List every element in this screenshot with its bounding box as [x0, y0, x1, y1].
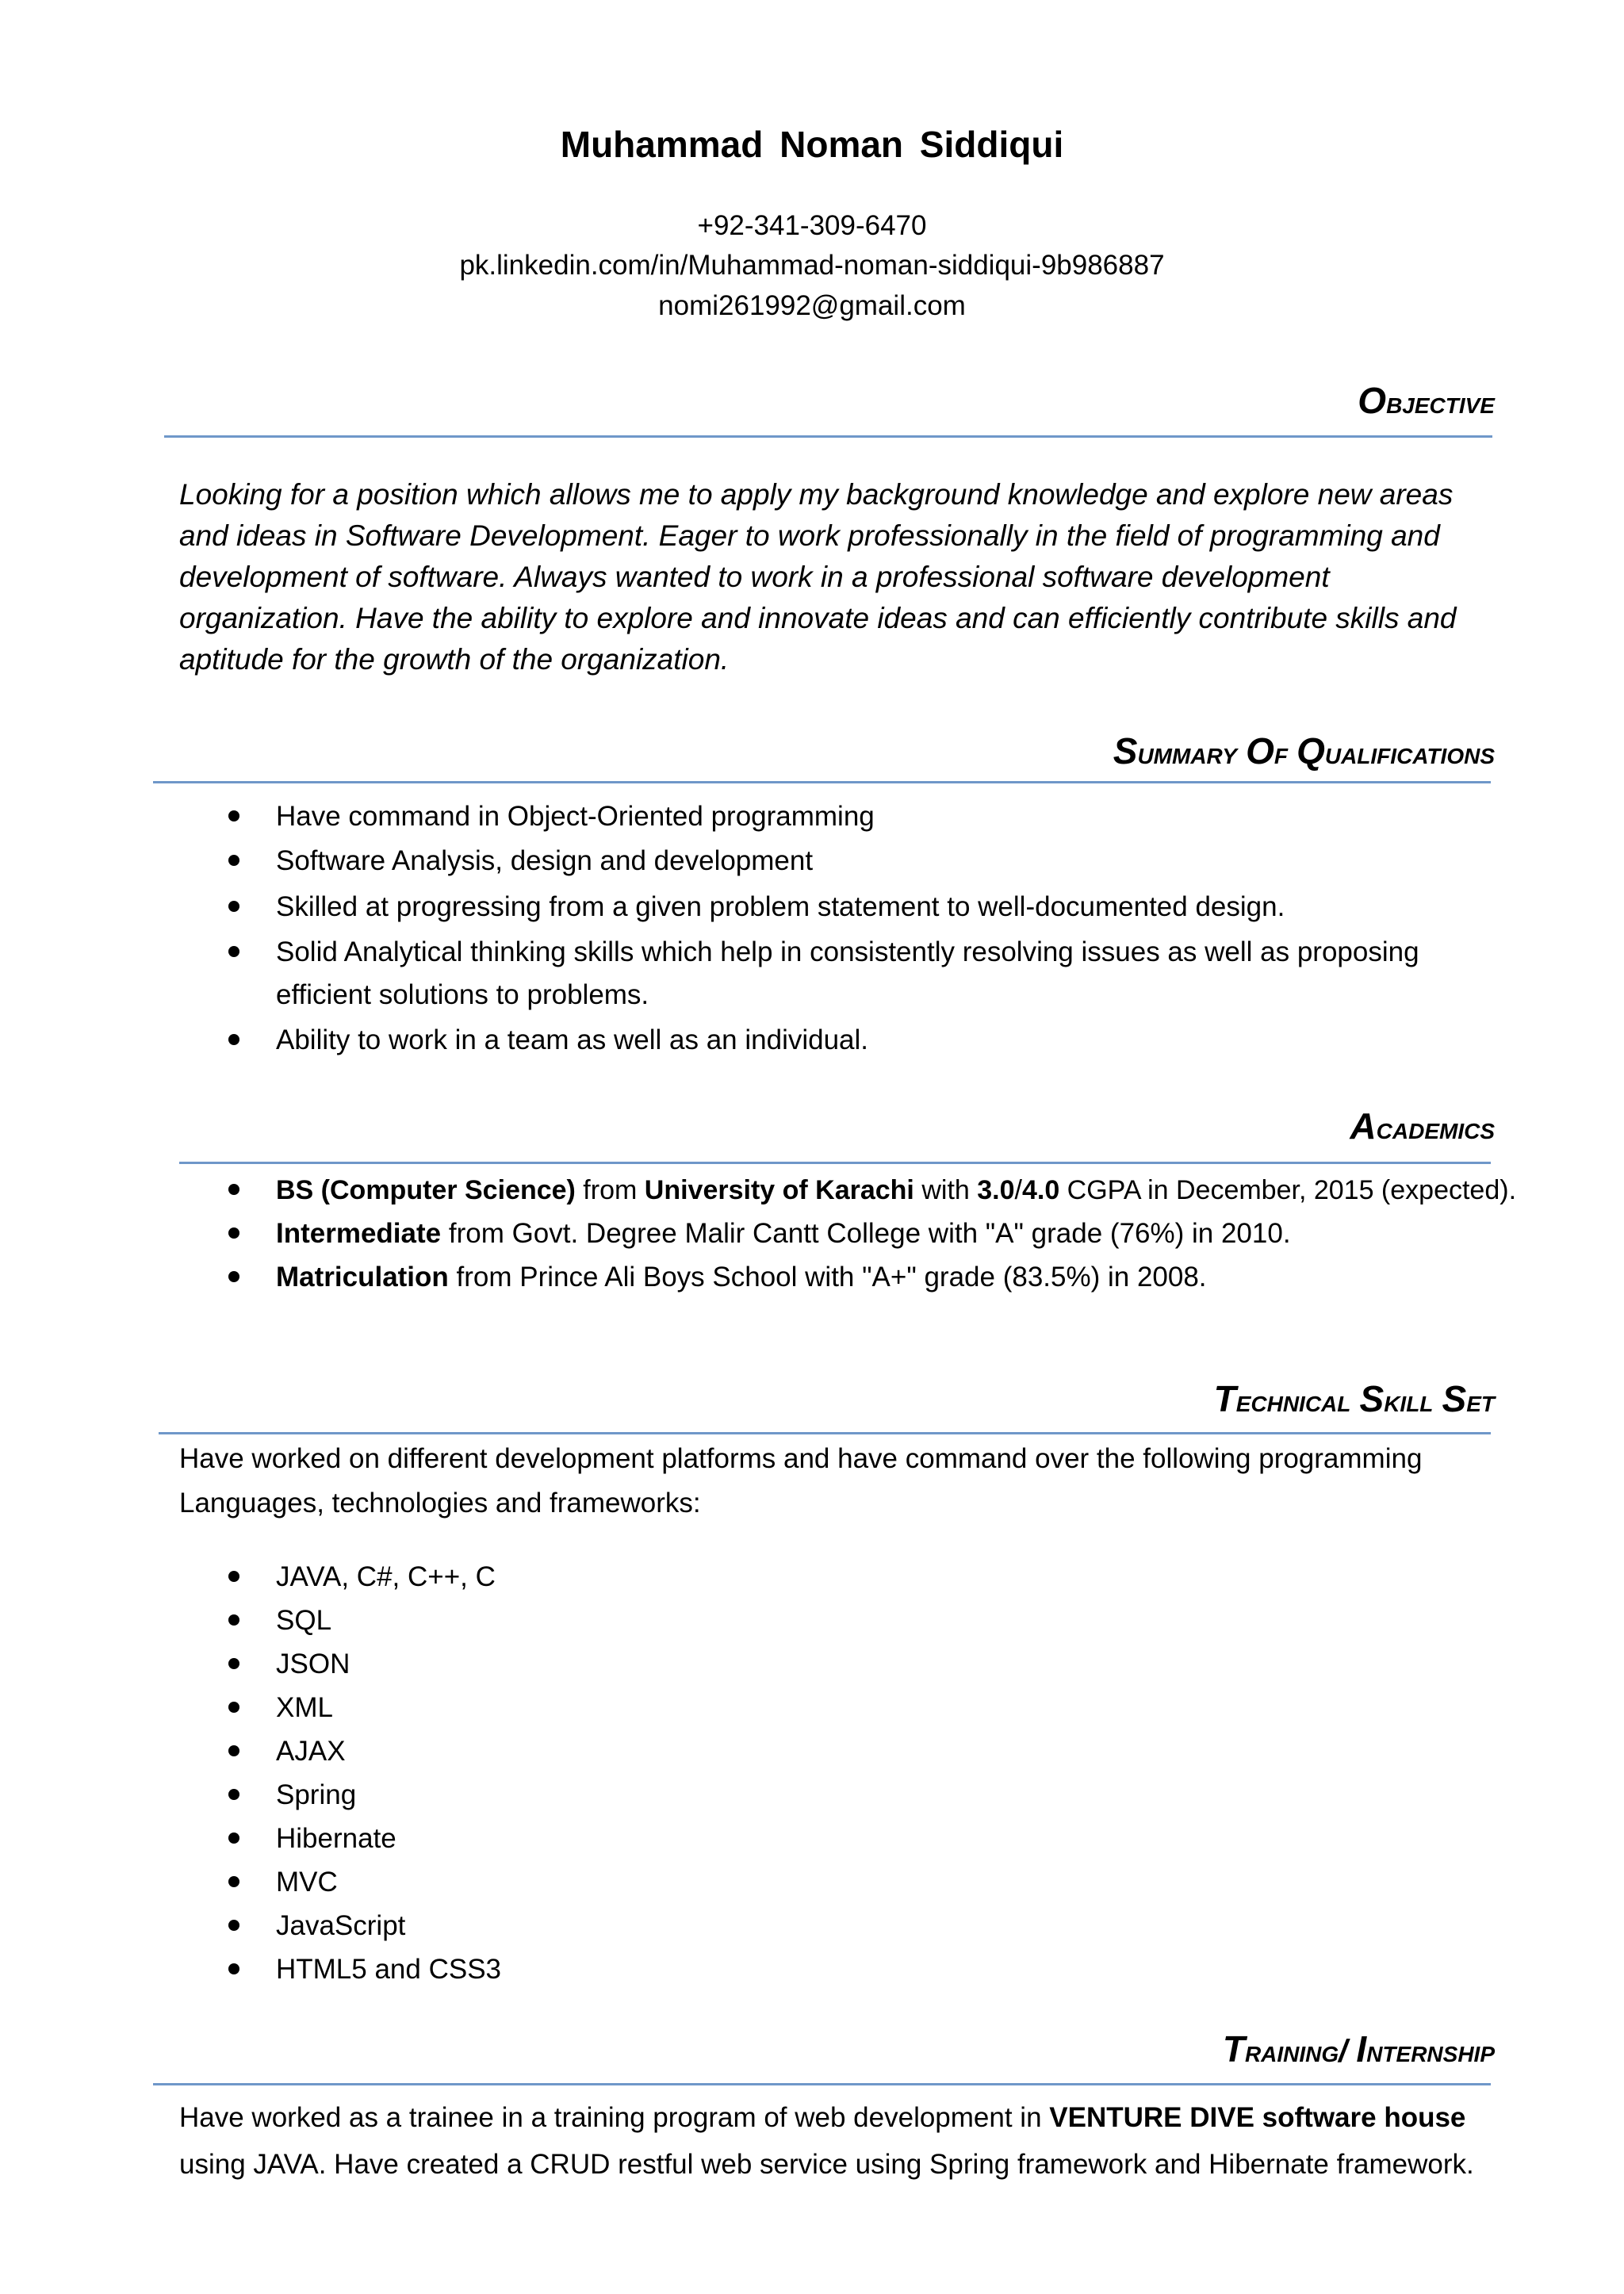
training-text: Have worked as a trainee in a training program of web development in VENTURE DIVE software house using JAVA. Have created a CRUD restful web service using Spring framework and Hibernate framework.: [179, 2102, 1474, 2180]
bullet-icon: [228, 1184, 239, 1195]
list-item: Have command in Object-Oriented programming: [179, 798, 1480, 836]
divider: [159, 1432, 1491, 1434]
list-item: JavaScript: [179, 1904, 972, 1947]
bullet-icon: [228, 1745, 239, 1756]
list-item: Matriculation from Prince Ali Boys School with "A+" grade (83.5%) in 2008.: [179, 1258, 1527, 1296]
bullet-icon: [228, 1227, 239, 1239]
bullet-icon: [228, 1920, 239, 1931]
list-item: MVC: [179, 1860, 972, 1904]
objective-text: Looking for a position which allows me to apply my background knowledge and explore new areas and ideas in Software Development. Eager to work professionally in the field of programming and development of software. Always wanted to work in a professional software development organization. Have the ability to explore and innovate ideas and can efficiently contribute skills and aptitude for the growth of the organization.: [179, 478, 1457, 676]
list-item: AJAX: [179, 1729, 972, 1773]
list-item: Intermediate from Govt. Degree Malir Cantt College with "A" grade (76%) in 2010.: [179, 1215, 1527, 1253]
bullet-icon: [228, 1876, 239, 1887]
skills-intro: Have worked on different development platforms and have command over the following programming Languages, technologies and frameworks:: [179, 1443, 1423, 1518]
bullet-icon: [228, 1571, 239, 1582]
bullet-icon: [228, 810, 239, 821]
divider: [153, 781, 1491, 783]
section-heading-skills: Technical Skill Set: [1213, 1378, 1495, 1419]
qualifications-list: [179, 798, 1480, 1059]
divider: [179, 1162, 1491, 1164]
bullet-icon: [228, 1789, 239, 1800]
academics-list: [179, 1171, 1527, 1296]
list-item: JSON: [179, 1642, 972, 1686]
divider: [153, 2083, 1491, 2085]
list-item: Spring: [179, 1773, 972, 1817]
bullet-icon: [228, 1034, 239, 1045]
phone-number: +92-341-309-6470: [697, 210, 927, 241]
list-item: Skilled at progressing from a given problem statement to well-documented design.: [179, 888, 1480, 926]
section-heading-qualifications: Summary Of Qualifications: [1113, 730, 1495, 772]
list-item: Software Analysis, design and development: [179, 842, 1480, 880]
list-item: Hibernate: [179, 1817, 972, 1860]
bullet-icon: [228, 1963, 239, 1974]
bullet-icon: [228, 1658, 239, 1669]
bullet-icon: [228, 1833, 239, 1844]
email-address: nomi261992@gmail.com: [658, 290, 966, 321]
section-heading-academics: Academics: [1350, 1105, 1495, 1147]
candidate-name: Muhammad Noman Siddiqui: [560, 124, 1064, 165]
list-item: JAVA, C#, C++, C: [179, 1555, 972, 1599]
section-heading-training: Training/ Internship: [1222, 2028, 1495, 2070]
divider: [164, 435, 1492, 438]
list-item: Ability to work in a team as well as an individual.: [179, 1021, 1480, 1059]
bullet-icon: [228, 1271, 239, 1282]
bullet-icon: [228, 855, 239, 866]
bullet-icon: [228, 1614, 239, 1626]
bullet-icon: [228, 1702, 239, 1713]
list-item: Solid Analytical thinking skills which help in consistently resolving issues as well as proposing efficient solutions to problems.: [179, 931, 1480, 1017]
section-heading-objective: Objective: [1358, 380, 1495, 421]
list-item: BS (Computer Science) from University of Karachi with 3.0/4.0 CGPA in December, 2015 (expected).: [179, 1171, 1527, 1209]
list-item: XML: [179, 1686, 972, 1729]
company-name: VENTURE DIVE software house: [1049, 2102, 1466, 2133]
skills-list: [179, 1555, 972, 1991]
bullet-icon: [228, 901, 239, 912]
list-item: SQL: [179, 1599, 972, 1642]
linkedin-url: pk.linkedin.com/in/Muhammad-noman-siddiqui-9b986887: [459, 250, 1165, 281]
bullet-icon: [228, 946, 239, 957]
list-item: HTML5 and CSS3: [179, 1947, 972, 1991]
